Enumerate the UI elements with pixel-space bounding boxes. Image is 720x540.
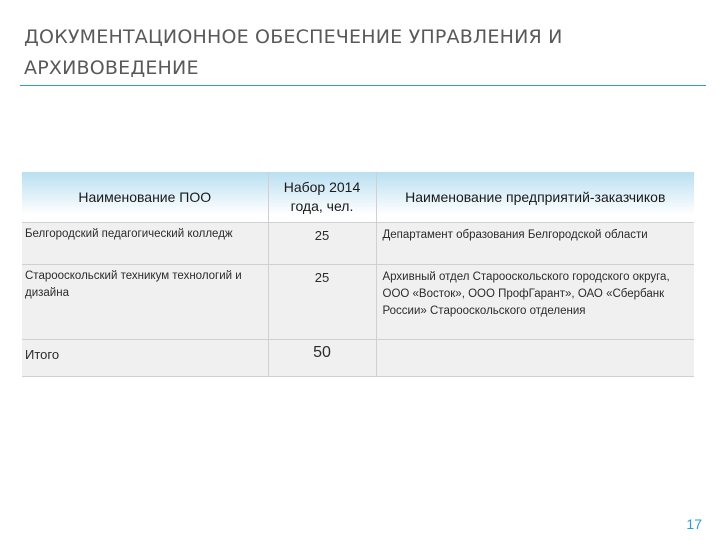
institution-name: Белгородский педагогический колледж (22, 223, 268, 265)
total-row (22, 340, 694, 377)
customers-cell: Архивный отдел Старооскольского городского округа, ООО «Восток», ООО ПрофГарант», ОАО «Сбербанк России» Старооскольского отделения (376, 265, 694, 340)
customers-cell: Департамент образования Белгородской области (376, 223, 694, 265)
header-customers: Наименование предприятий-заказчиков (376, 172, 694, 223)
slide-title: ДОКУМЕНТАЦИОННОЕ ОБЕСПЕЧЕНИЕ УПРАВЛЕНИЯ И АРХИВОВЕДЕНИЕ (24, 26, 563, 79)
table-row (22, 223, 694, 265)
enrollment-table (22, 172, 694, 377)
title-divider (20, 85, 706, 86)
institution-name: Старооскольский техникум технологий и дизайна (22, 265, 268, 340)
header-intake: Набор 2014 года, чел. (268, 172, 376, 223)
intake-value: 25 (268, 265, 376, 340)
total-label: Итого (22, 340, 268, 377)
total-value: 50 (268, 340, 376, 377)
page-number: 17 (686, 516, 702, 532)
table-row (22, 265, 694, 340)
intake-value: 25 (268, 223, 376, 265)
total-customers-cell (376, 340, 694, 377)
header-institution: Наименование ПОО (22, 172, 268, 223)
table-header-row (22, 172, 694, 223)
